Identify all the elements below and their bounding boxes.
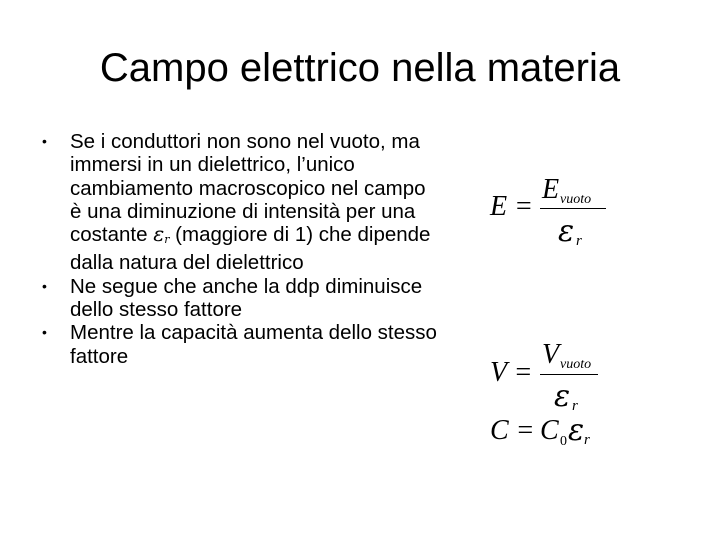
bullet-text: Mentre la capacità aumenta dello stesso fattore (70, 321, 437, 368)
equation-lhs: E = (490, 191, 533, 222)
slide-title: Campo elettrico nella materia (99, 46, 621, 90)
denominator-subscript: r (576, 233, 582, 249)
capacity-epsilon-subscript: r (584, 432, 590, 448)
epsilon-symbol: $\varepsilon_r$ (153, 222, 170, 247)
bullet-text-cont: (maggiore di 1) che dipende dalla natura del dielettrico (70, 223, 431, 275)
equation-potential (490, 340, 620, 420)
bullet-icon: • (42, 324, 47, 341)
equation-capacity (490, 413, 620, 456)
denominator: ε (554, 379, 571, 414)
bullet-icon: • (42, 277, 47, 294)
bullet-text: Ne segue che anche la ddp diminuisce dello stesso fattore (70, 274, 423, 322)
numerator-subscript: vuoto (560, 192, 592, 207)
capacity-epsilon: ε (568, 413, 585, 448)
capacity-base-subscript: 0 (560, 434, 567, 449)
bullet-icon: • (42, 133, 47, 149)
equation-field (490, 175, 620, 255)
fraction-line (540, 208, 606, 209)
bullet-item (38, 130, 438, 275)
denominator-subscript: r (572, 398, 578, 414)
bullet-item (38, 321, 438, 368)
equation-lhs: V = (490, 357, 533, 388)
numerator: E (542, 174, 560, 205)
numerator-subscript: vuoto (560, 357, 592, 372)
fraction-line (540, 374, 598, 375)
numerator: V (542, 339, 560, 370)
bullet-item (38, 275, 438, 322)
bullet-text: Se i conduttori non sono nel vuoto, ma immersi in un dielettrico, l’unico cambiamento macroscopico nel campo è una diminuzione di intensità per una costante (70, 130, 426, 247)
bullet-list (38, 130, 438, 368)
equation-lhs: C = (490, 415, 535, 446)
capacity-base: C (540, 415, 559, 446)
denominator: ε (558, 214, 575, 249)
